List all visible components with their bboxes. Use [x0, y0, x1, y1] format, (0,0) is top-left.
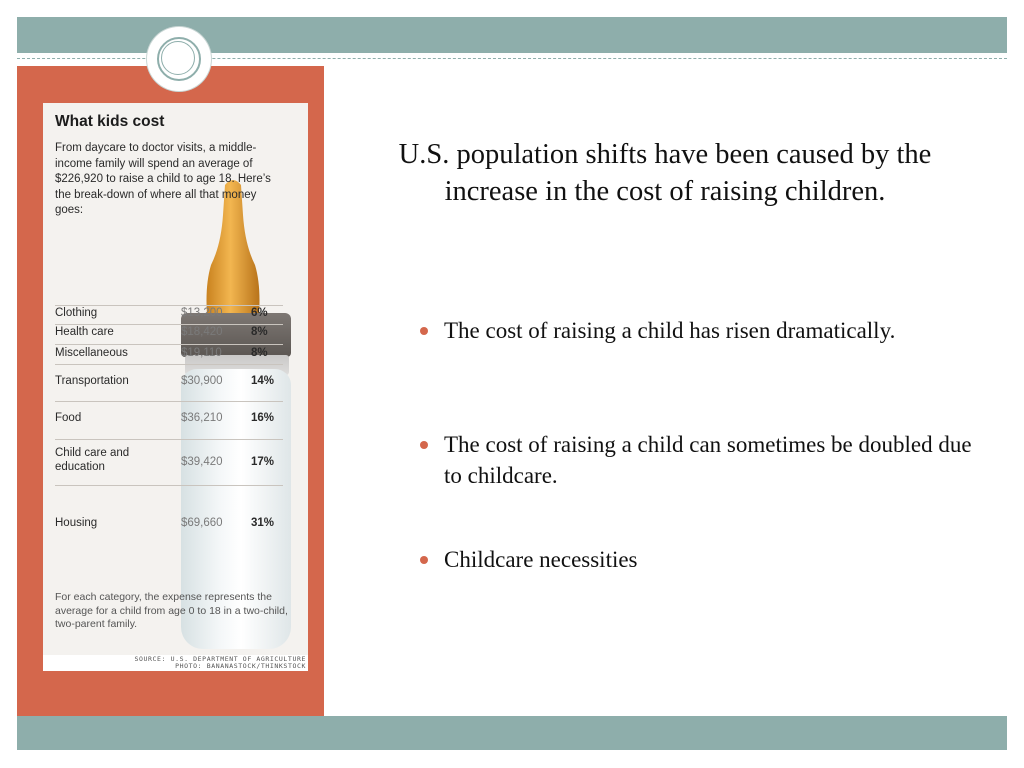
- row-percent: 8%: [251, 326, 268, 338]
- bullet-text: The cost of raising a child has risen dramatically.: [444, 318, 896, 343]
- table-row: [55, 364, 283, 402]
- row-percent: 16%: [251, 412, 275, 424]
- bullet-text: Childcare necessities: [444, 547, 638, 572]
- row-amount: $19,110: [181, 347, 222, 359]
- row-percent: 8%: [251, 347, 268, 359]
- row-amount: $36,210: [181, 412, 223, 424]
- table-row: [55, 439, 283, 486]
- table-row: [55, 401, 283, 440]
- table-row: [55, 324, 283, 345]
- ring-ornament: [147, 27, 211, 91]
- row-amount: $39,420: [181, 456, 223, 468]
- row-category: Housing: [55, 517, 98, 529]
- infographic-title: What kids cost: [55, 113, 165, 130]
- source-credit: SOURCE: U.S. DEPARTMENT OF AGRICULTURE PHOTO: BANANASTOCK/THINKSTOCK: [134, 655, 306, 670]
- row-category: Miscellaneous: [55, 347, 128, 359]
- slide-heading: U.S. population shifts have been caused by the increase in the cost of raising children.: [398, 139, 932, 207]
- row-percent: 17%: [251, 456, 275, 468]
- infographic-intro: From daycare to doctor visits, a middle-income family will spend an average of $226,920 to raise a child to age 18. Here’s the break-down of where all that money goes:: [55, 142, 271, 216]
- row-amount: $30,900: [181, 375, 223, 387]
- table-row: [55, 485, 283, 566]
- row-category: Clothing: [55, 307, 98, 319]
- row-category: Transportation: [55, 375, 129, 387]
- bullet-dot-icon: [420, 556, 428, 564]
- row-amount: $18,420: [181, 326, 223, 338]
- row-category: Child care and education: [55, 447, 130, 473]
- row-amount: $13,200: [181, 307, 223, 319]
- bottom-band: [17, 716, 1007, 750]
- bullet-dot-icon: [420, 441, 428, 449]
- row-percent: 31%: [251, 517, 275, 529]
- row-percent: 14%: [251, 375, 275, 387]
- infographic-footnote: For each category, the expense represents the average for a child from age 0 to 18 in a two-child, two-parent family.: [55, 591, 288, 630]
- bullet-dot-icon: [420, 327, 428, 335]
- row-amount: $69,660: [181, 517, 223, 529]
- table-row: [55, 344, 283, 365]
- row-category: Health care: [55, 326, 114, 338]
- row-percent: 6%: [251, 307, 268, 319]
- table-row: [55, 305, 283, 325]
- row-category: Food: [55, 412, 82, 424]
- infographic-image: [43, 103, 308, 671]
- bullet-text: The cost of raising a child can sometimes be doubled due to childcare.: [444, 432, 972, 488]
